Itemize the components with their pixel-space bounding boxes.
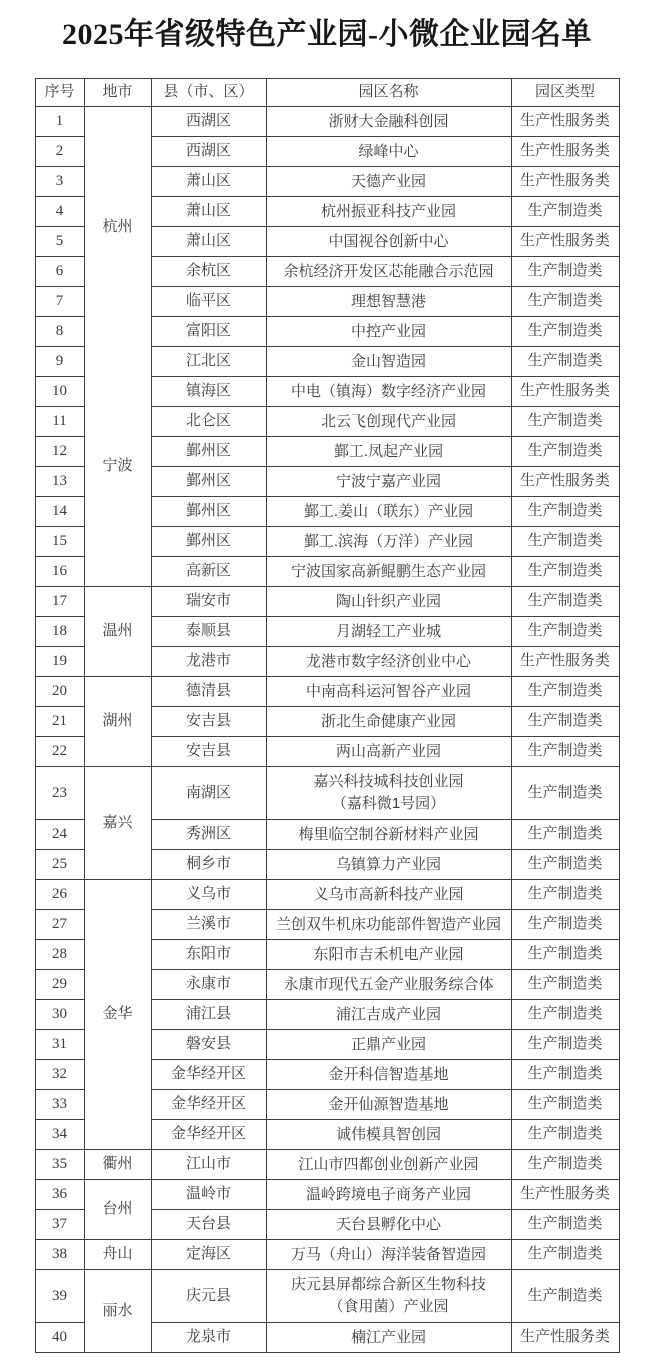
park-type-cell: 生产制造类: [511, 257, 619, 287]
park-type-cell: 生产性服务类: [511, 467, 619, 497]
row-number-cell: 36: [35, 1180, 84, 1210]
city-cell: 衢州: [84, 1150, 151, 1180]
county-cell: 瑞安市: [151, 587, 266, 617]
park-name-line: 理想智慧港: [350, 292, 426, 310]
park-type-cell: 生产制造类: [511, 1000, 619, 1030]
row-number-cell: 29: [35, 970, 84, 1000]
county-cell: 金华经开区: [151, 1060, 266, 1090]
county-cell: 龙港市: [151, 647, 266, 677]
county-cell: 富阳区: [151, 317, 266, 347]
park-type-cell: 生产制造类: [511, 407, 619, 437]
park-name-cell: [266, 677, 511, 707]
row-number-cell: 12: [35, 437, 84, 467]
park-type-cell: 生产制造类: [511, 587, 619, 617]
park-name-line: 中南高科运河智谷产业园: [305, 682, 471, 700]
county-cell: 定海区: [151, 1240, 266, 1270]
park-type-cell: 生产性服务类: [511, 1323, 619, 1353]
park-name-cell: [266, 317, 511, 347]
row-number-cell: 26: [35, 880, 84, 910]
park-name-line: 温岭跨境电子商务产业园: [305, 1185, 471, 1203]
row-number-cell: 14: [35, 497, 84, 527]
table-row: [35, 880, 619, 910]
header-cell-2: 县（市、区）: [151, 79, 266, 107]
park-name-line: 东阳市吉禾机电产业园: [313, 945, 464, 963]
park-name-cell: [266, 437, 511, 467]
park-name-cell: [266, 557, 511, 587]
park-name-line: 浙北生命健康产业园: [320, 712, 456, 730]
park-name-cell: [266, 880, 511, 910]
park-name-cell: [266, 1323, 511, 1353]
row-number-cell: 33: [35, 1090, 84, 1120]
county-cell: 磐安县: [151, 1030, 266, 1060]
park-name-line: 天德产业园: [350, 172, 426, 190]
park-name-line: 金山智造园: [350, 352, 426, 370]
park-type-cell: 生产制造类: [511, 1270, 619, 1323]
city-cell: 杭州: [84, 107, 151, 347]
park-type-cell: 生产制造类: [511, 820, 619, 850]
county-cell: 永康市: [151, 970, 266, 1000]
row-number-cell: 4: [35, 197, 84, 227]
row-number-cell: 6: [35, 257, 84, 287]
park-name-line: 乌镇算力产业园: [335, 855, 441, 873]
park-type-cell: 生产制造类: [511, 707, 619, 737]
park-name-cell: [266, 850, 511, 880]
park-type-cell: 生产制造类: [511, 437, 619, 467]
park-type-cell: 生产制造类: [511, 557, 619, 587]
park-name-cell: [266, 197, 511, 227]
header-cell-0: 序号: [35, 79, 84, 107]
park-name-line: 天台县孵化中心: [335, 1215, 441, 1233]
park-type-cell: 生产制造类: [511, 287, 619, 317]
county-cell: 萧山区: [151, 197, 266, 227]
park-name-line: 宁波国家高新鲲鹏生态产业园: [290, 562, 486, 580]
park-name-cell: [266, 1090, 511, 1120]
park-name-line: 杭州振亚科技产业园: [320, 202, 456, 220]
park-name-line: 鄞工.姜山（联东）产业园: [303, 502, 474, 520]
park-type-cell: 生产制造类: [511, 347, 619, 377]
row-number-cell: 19: [35, 647, 84, 677]
county-cell: 余杭区: [151, 257, 266, 287]
park-type-cell: 生产制造类: [511, 197, 619, 227]
row-number-cell: 23: [35, 767, 84, 820]
park-name-cell: [266, 647, 511, 677]
row-number-cell: 27: [35, 910, 84, 940]
city-cell: 台州: [84, 1180, 151, 1240]
park-type-cell: 生产制造类: [511, 1060, 619, 1090]
county-cell: 鄞州区: [151, 527, 266, 557]
row-number-cell: 1: [35, 107, 84, 137]
county-cell: 东阳市: [151, 940, 266, 970]
header-row: [35, 79, 619, 107]
park-name-line: 永康市现代五金产业服务综合体: [283, 975, 494, 993]
row-number-cell: 25: [35, 850, 84, 880]
park-type-cell: 生产制造类: [511, 1210, 619, 1240]
park-name-cell: [266, 1270, 511, 1323]
table-row: [35, 1150, 619, 1180]
row-number-cell: 31: [35, 1030, 84, 1060]
park-name-cell: [266, 107, 511, 137]
row-number-cell: 35: [35, 1150, 84, 1180]
park-type-cell: 生产制造类: [511, 850, 619, 880]
park-name-line: 绿峰中心: [358, 142, 419, 160]
county-cell: 庆元县: [151, 1270, 266, 1323]
county-cell: 北仑区: [151, 407, 266, 437]
county-cell: 临平区: [151, 287, 266, 317]
county-cell: 天台县: [151, 1210, 266, 1240]
park-name-cell: [266, 257, 511, 287]
park-name-line: 陶山针织产业园: [335, 592, 441, 610]
park-type-cell: 生产制造类: [511, 1030, 619, 1060]
park-name-line: 浙财大金融科创园: [328, 112, 449, 130]
park-name-cell: [266, 377, 511, 407]
park-name-line: 月湖轻工产业城: [335, 622, 441, 640]
county-cell: 秀洲区: [151, 820, 266, 850]
header-cell-1: 地市: [84, 79, 151, 107]
park-type-cell: 生产性服务类: [511, 107, 619, 137]
county-cell: 桐乡市: [151, 850, 266, 880]
row-number-cell: 15: [35, 527, 84, 557]
header-cell-3: 园区名称: [266, 79, 511, 107]
park-type-cell: 生产制造类: [511, 910, 619, 940]
park-name-cell: [266, 137, 511, 167]
row-number-cell: 18: [35, 617, 84, 647]
park-name-cell: [266, 1120, 511, 1150]
row-number-cell: 11: [35, 407, 84, 437]
park-type-cell: 生产制造类: [511, 880, 619, 910]
park-name-cell: [266, 767, 511, 820]
row-number-cell: 30: [35, 1000, 84, 1030]
row-number-cell: 34: [35, 1120, 84, 1150]
parks-table: [35, 78, 620, 1353]
row-number-cell: 22: [35, 737, 84, 767]
row-number-cell: 21: [35, 707, 84, 737]
park-name-cell: [266, 970, 511, 1000]
county-cell: 西湖区: [151, 107, 266, 137]
county-cell: 兰溪市: [151, 910, 266, 940]
row-number-cell: 37: [35, 1210, 84, 1240]
table-row: [35, 1270, 619, 1323]
county-cell: 江北区: [151, 347, 266, 377]
park-name-cell: [266, 467, 511, 497]
park-name-cell: [266, 227, 511, 257]
park-name-line: 梅里临空制谷新材料产业园: [298, 825, 479, 843]
county-cell: 鄞州区: [151, 437, 266, 467]
county-cell: 温岭市: [151, 1180, 266, 1210]
park-name-line: 诚伟模具智创园: [335, 1125, 441, 1143]
park-name-line: 鄞工.滨海（万洋）产业园: [303, 532, 474, 550]
park-name-cell: [266, 910, 511, 940]
park-name-cell: [266, 587, 511, 617]
park-name-cell: [266, 1060, 511, 1090]
park-name-line: 浦江吉成产业园: [335, 1005, 441, 1023]
park-name-line: （食用菌）产业园: [328, 1298, 449, 1315]
city-cell: 舟山: [84, 1240, 151, 1270]
county-cell: 萧山区: [151, 227, 266, 257]
park-name-line: 义乌市高新科技产业园: [313, 885, 464, 903]
table-row: [35, 587, 619, 617]
park-name-line: （嘉科微1号园）: [331, 795, 446, 812]
park-name-line: 金开科信智造基地: [328, 1065, 449, 1083]
county-cell: 金华经开区: [151, 1090, 266, 1120]
row-number-cell: 16: [35, 557, 84, 587]
park-type-cell: 生产制造类: [511, 677, 619, 707]
park-name-cell: [266, 707, 511, 737]
county-cell: 高新区: [151, 557, 266, 587]
table-row: [35, 347, 619, 377]
park-name-line: 兰创双牛机床功能部件智造产业园: [275, 915, 501, 933]
row-number-cell: 28: [35, 940, 84, 970]
city-cell: 丽水: [84, 1270, 151, 1353]
row-number-cell: 20: [35, 677, 84, 707]
county-cell: 南湖区: [151, 767, 266, 820]
park-type-cell: 生产性服务类: [511, 647, 619, 677]
table-row: [35, 1180, 619, 1210]
row-number-cell: 40: [35, 1323, 84, 1353]
park-name-line: 余杭经济开发区芯能融合示范园: [283, 262, 494, 280]
county-cell: 泰顺县: [151, 617, 266, 647]
park-type-cell: 生产制造类: [511, 617, 619, 647]
park-name-line: 龙港市数字经济创业中心: [305, 652, 471, 670]
table-row: [35, 677, 619, 707]
park-name-cell: [266, 497, 511, 527]
park-name-cell: [266, 1240, 511, 1270]
park-name-line: 北云飞创现代产业园: [320, 412, 456, 430]
park-type-cell: 生产制造类: [511, 1240, 619, 1270]
county-cell: 安吉县: [151, 707, 266, 737]
park-name-cell: [266, 287, 511, 317]
park-name-line: 楠江产业园: [350, 1328, 426, 1346]
county-cell: 江山市: [151, 1150, 266, 1180]
park-name-cell: [266, 940, 511, 970]
city-cell: 温州: [84, 587, 151, 677]
park-type-cell: 生产性服务类: [511, 1180, 619, 1210]
park-name-cell: [266, 1030, 511, 1060]
city-cell: 嘉兴: [84, 767, 151, 880]
park-name-line: 庆元县屏都综合新区生物科技: [290, 1276, 486, 1293]
park-name-line: 江山市四都创业创新产业园: [298, 1155, 479, 1173]
row-number-cell: 32: [35, 1060, 84, 1090]
county-cell: 鄞州区: [151, 497, 266, 527]
park-type-cell: 生产制造类: [511, 737, 619, 767]
park-type-cell: 生产制造类: [511, 1120, 619, 1150]
row-number-cell: 39: [35, 1270, 84, 1323]
county-cell: 萧山区: [151, 167, 266, 197]
row-number-cell: 13: [35, 467, 84, 497]
park-type-cell: 生产制造类: [511, 1150, 619, 1180]
park-name-line: 万马（舟山）海洋装备智造园: [290, 1245, 486, 1263]
park-type-cell: 生产制造类: [511, 527, 619, 557]
row-number-cell: 38: [35, 1240, 84, 1270]
park-type-cell: 生产制造类: [511, 497, 619, 527]
header-cell-4: 园区类型: [511, 79, 619, 107]
county-cell: 浦江县: [151, 1000, 266, 1030]
county-cell: 德清县: [151, 677, 266, 707]
table-row: [35, 767, 619, 820]
park-name-line: 宁波宁嘉产业园: [335, 472, 441, 490]
park-name-line: 正鼎产业园: [350, 1035, 426, 1053]
park-name-line: 鄞工.凤起产业园: [333, 442, 444, 460]
row-number-cell: 9: [35, 347, 84, 377]
park-name-cell: [266, 407, 511, 437]
park-name-cell: [266, 1150, 511, 1180]
table-row: [35, 1240, 619, 1270]
park-type-cell: 生产制造类: [511, 970, 619, 1000]
park-name-cell: [266, 1000, 511, 1030]
park-name-cell: [266, 737, 511, 767]
county-cell: 金华经开区: [151, 1120, 266, 1150]
row-number-cell: 3: [35, 167, 84, 197]
park-type-cell: 生产制造类: [511, 1090, 619, 1120]
table-row: [35, 107, 619, 137]
row-number-cell: 7: [35, 287, 84, 317]
county-cell: 义乌市: [151, 880, 266, 910]
city-cell: 宁波: [84, 347, 151, 587]
park-name-line: 中控产业园: [350, 322, 426, 340]
park-name-cell: [266, 820, 511, 850]
park-name-cell: [266, 617, 511, 647]
park-name-line: 中国视谷创新中心: [328, 232, 449, 250]
park-name-line: 两山高新产业园: [335, 742, 441, 760]
park-name-line: 金开仙源智造基地: [328, 1095, 449, 1113]
county-cell: 安吉县: [151, 737, 266, 767]
city-cell: 金华: [84, 880, 151, 1150]
park-name-line: 嘉兴科技城科技创业园: [313, 773, 464, 790]
row-number-cell: 10: [35, 377, 84, 407]
park-type-cell: 生产性服务类: [511, 227, 619, 257]
park-type-cell: 生产制造类: [511, 317, 619, 347]
park-type-cell: 生产性服务类: [511, 167, 619, 197]
park-name-cell: [266, 167, 511, 197]
park-name-line: 中电（镇海）数字经济产业园: [290, 382, 486, 400]
park-type-cell: 生产性服务类: [511, 377, 619, 407]
city-cell: 湖州: [84, 677, 151, 767]
park-name-cell: [266, 347, 511, 377]
county-cell: 鄞州区: [151, 467, 266, 497]
park-type-cell: 生产制造类: [511, 767, 619, 820]
park-name-cell: [266, 1210, 511, 1240]
park-type-cell: 生产制造类: [511, 940, 619, 970]
page-title: 2025年省级特色产业园-小微企业园名单: [62, 18, 592, 51]
row-number-cell: 5: [35, 227, 84, 257]
row-number-cell: 24: [35, 820, 84, 850]
park-name-cell: [266, 527, 511, 557]
county-cell: 龙泉市: [151, 1323, 266, 1353]
parks-table-body: [35, 107, 619, 1353]
row-number-cell: 2: [35, 137, 84, 167]
county-cell: 镇海区: [151, 377, 266, 407]
row-number-cell: 8: [35, 317, 84, 347]
county-cell: 西湖区: [151, 137, 266, 167]
park-name-cell: [266, 1180, 511, 1210]
row-number-cell: 17: [35, 587, 84, 617]
park-type-cell: 生产性服务类: [511, 137, 619, 167]
